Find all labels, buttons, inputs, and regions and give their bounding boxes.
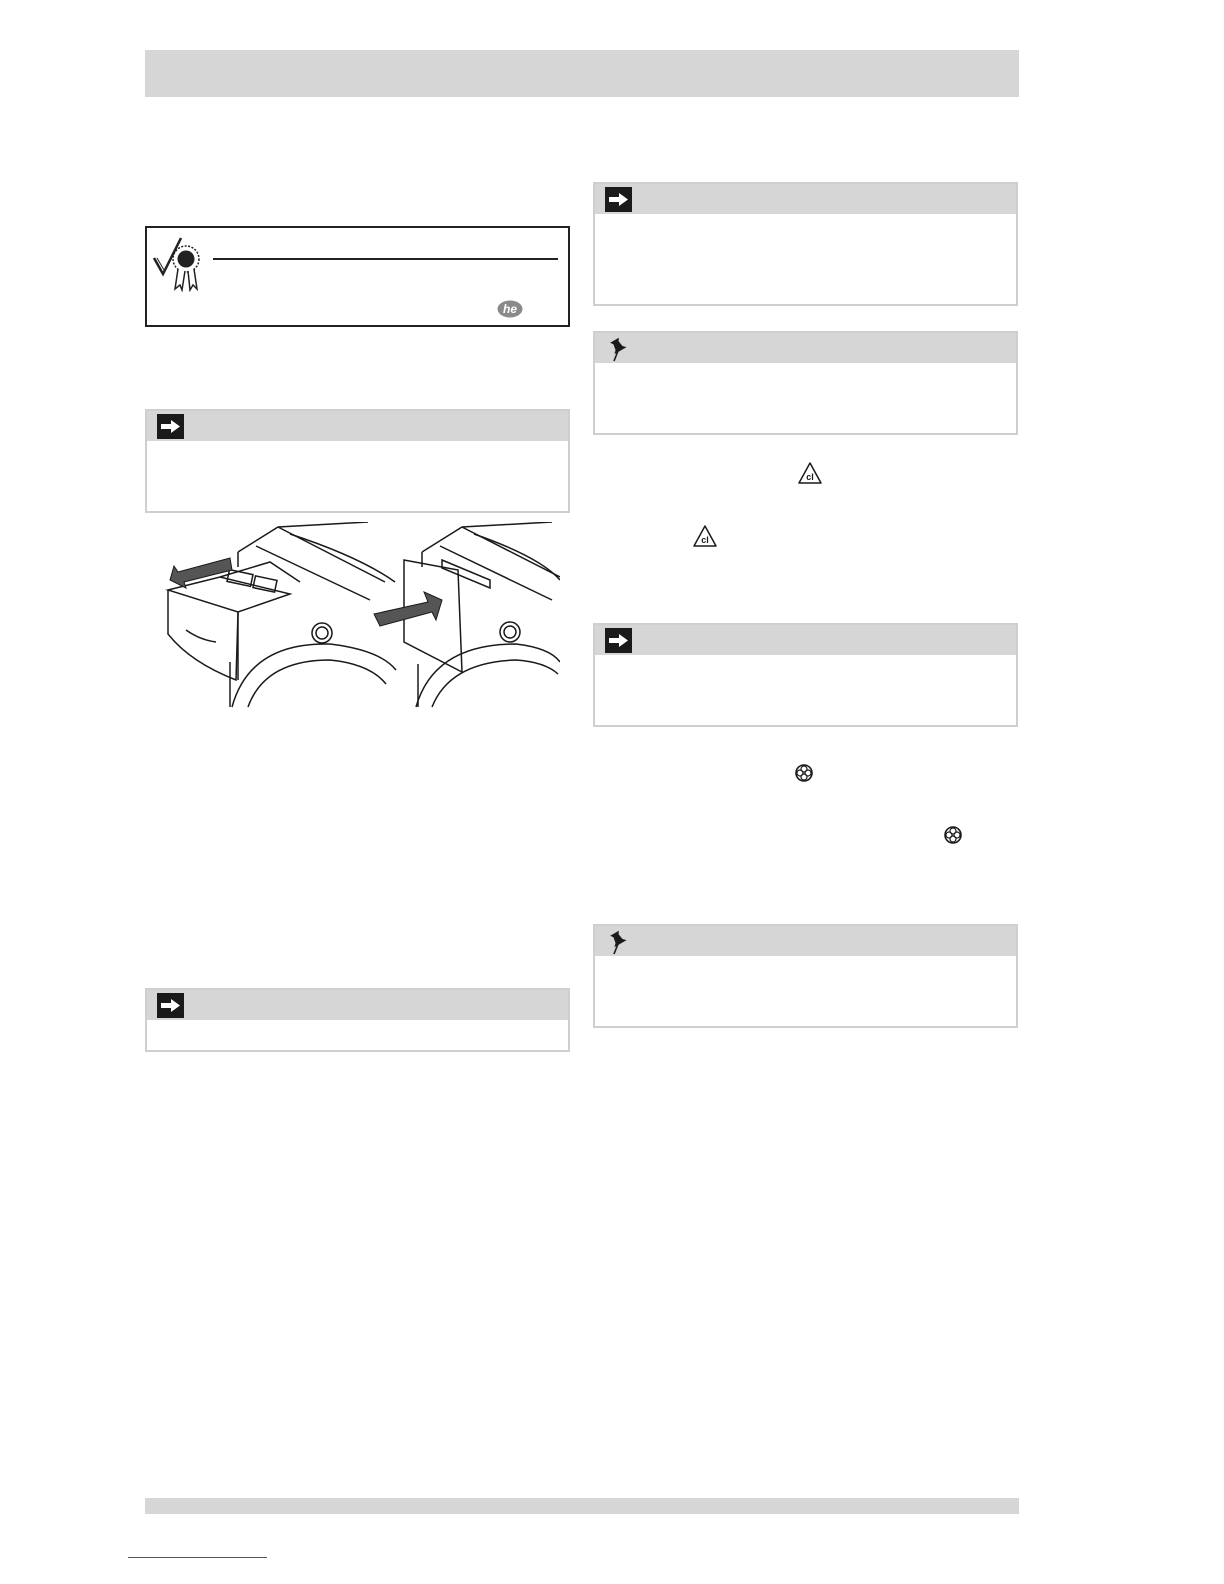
award-rule [213, 258, 558, 260]
note-header [147, 411, 568, 441]
chlorine-bleach-symbol-icon [692, 524, 718, 548]
page-header-bar [145, 50, 1019, 97]
note-header [595, 926, 1016, 956]
note-header [595, 333, 1016, 363]
arrow-right-icon [605, 187, 632, 212]
arrow-right-icon [157, 993, 184, 1018]
note-left-1 [145, 409, 570, 513]
svg-text:cl: cl [701, 535, 709, 545]
fabric-softener-symbol-icon [794, 763, 814, 783]
note-right-3 [593, 623, 1018, 727]
pushpin-icon [605, 929, 631, 955]
note-right-1 [593, 182, 1018, 306]
footer-link-underline [128, 1557, 267, 1558]
note-header [595, 184, 1016, 214]
note-header [147, 990, 568, 1020]
pushpin-icon [605, 336, 631, 362]
arrow-right-icon [157, 414, 184, 439]
svg-text:cl: cl [806, 472, 814, 482]
he-award-box [145, 226, 570, 327]
detergent-dispenser-illustration [160, 522, 560, 712]
note-header [595, 625, 1016, 655]
svg-text:he: he [502, 302, 518, 316]
note-right-4 [593, 924, 1018, 1028]
award-ribbon-icon [151, 234, 207, 292]
he-logo [497, 300, 523, 318]
chlorine-bleach-symbol-icon [797, 461, 823, 485]
fabric-softener-symbol-icon [943, 825, 963, 845]
arrow-right-icon [605, 628, 632, 653]
note-left-2 [145, 988, 570, 1052]
page-footer-bar [145, 1498, 1019, 1514]
note-right-2 [593, 331, 1018, 435]
